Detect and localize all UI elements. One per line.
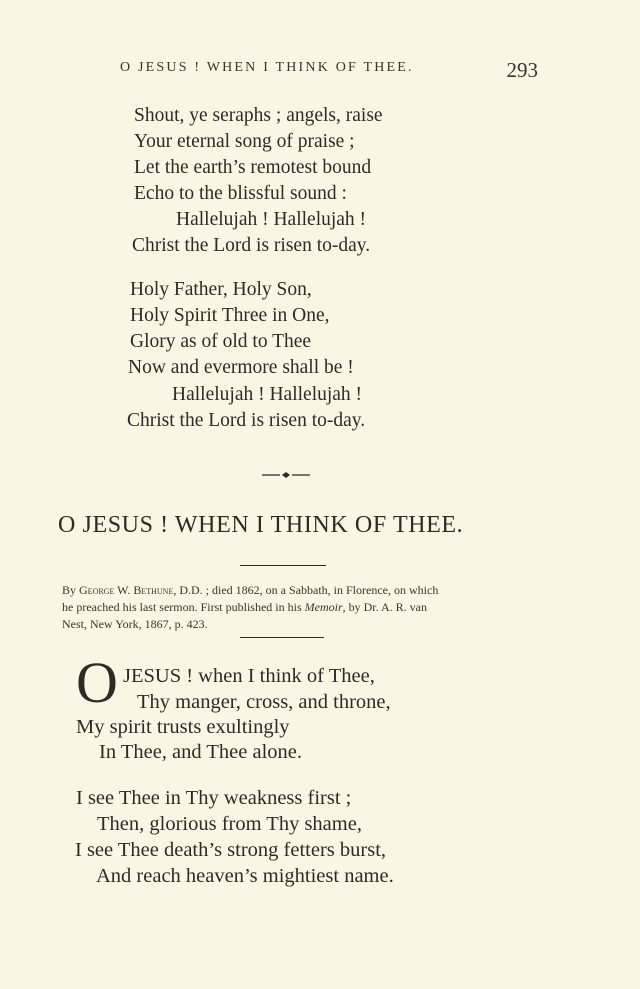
refrain-line: Hallelujah ! Hallelujah ! <box>172 384 363 405</box>
attribution-prefix: By <box>62 583 80 597</box>
attribution-text: , by Dr. A. R. van <box>342 600 427 614</box>
verse-line: Echo to the blissful sound : <box>134 183 347 204</box>
verse-line: In Thee, and Thee alone. <box>99 741 303 763</box>
verse-line: Now and evermore shall be ! <box>128 357 354 378</box>
verse-line: I see Thee in Thy weakness first ; <box>76 787 352 809</box>
attribution-line-3: Nest, New York, 1867, p. 423. <box>62 617 208 631</box>
verse-line: Shout, ye seraphs ; angels, raise <box>134 105 383 126</box>
refrain-line: Christ the Lord is risen to-day. <box>132 235 371 256</box>
verse-line: Holy Spirit Three in One, <box>130 305 330 326</box>
hymn-title: O JESUS ! WHEN I THINK OF THEE. <box>58 512 464 538</box>
verse-line: Glory as of old to Thee <box>130 331 312 352</box>
running-head: O JESUS ! WHEN I THINK OF THEE. <box>120 60 414 75</box>
attribution-rule <box>240 637 324 638</box>
verse-line: Let the earth’s remotest bound <box>134 157 372 178</box>
attribution-line-1 <box>62 582 532 599</box>
verse-line: I see Thee death’s strong fetters burst, <box>75 839 387 861</box>
drop-cap: O <box>76 650 118 715</box>
author-name: George W. Bethune <box>79 583 174 597</box>
verse-line: Thy manger, cross, and throne, <box>137 691 391 713</box>
refrain-line: Hallelujah ! Hallelujah ! <box>176 209 367 230</box>
attribution-text: he preached his last sermon. First published in his <box>62 600 305 614</box>
verse-line: Holy Father, Holy Son, <box>130 279 312 300</box>
verse-line: My spirit trusts exultingly <box>76 716 290 738</box>
title-rule <box>240 565 326 566</box>
refrain-line: Christ the Lord is risen to-day. <box>127 410 366 431</box>
attribution-line-2 <box>62 599 532 616</box>
attribution <box>62 582 532 633</box>
verse-line: And reach heaven’s mightiest name. <box>96 865 394 887</box>
attribution-text: , D.D. ; died 1862, on a Sabbath, in Florence, on which <box>173 583 439 597</box>
work-title: Memoir <box>304 600 343 614</box>
ornament-divider-icon <box>262 467 310 483</box>
verse-line: Your eternal song of praise ; <box>134 131 355 152</box>
verse-line: Then, glorious from Thy shame, <box>97 813 362 835</box>
page-number: 293 <box>506 58 538 82</box>
verse-line: JESUS ! when I think of Thee, <box>123 665 375 687</box>
